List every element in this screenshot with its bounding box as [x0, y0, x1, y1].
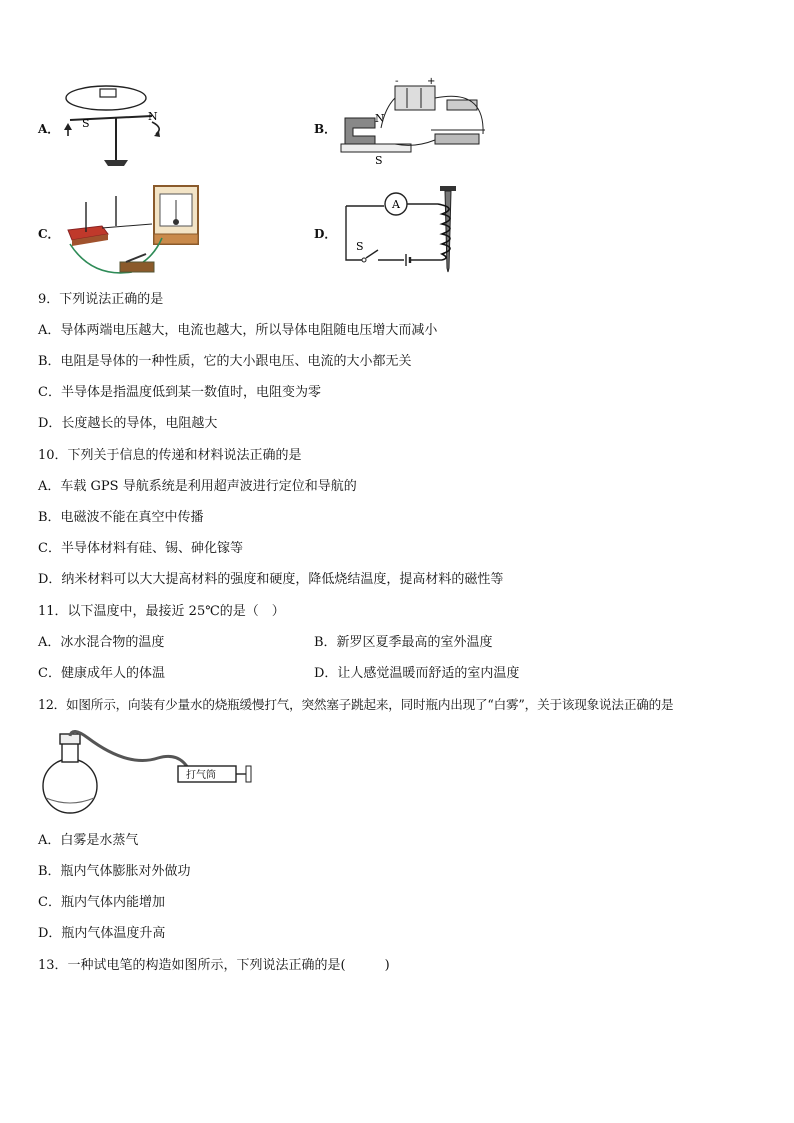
figure-a-compass-wire — [60, 80, 170, 175]
q9-stem: 9．下列说法正确的是 — [38, 292, 164, 307]
q11-option-a: A．冰水混合物的温度 — [38, 635, 165, 650]
q9-option-c: C．半导体是指温度低到某一数值时，电阻变为零 — [38, 385, 321, 400]
q10-option-c: C．半导体材料有硅、锡、砷化镓等 — [38, 541, 243, 556]
q12-stem: 12．如图所示，向装有少量水的烧瓶缓慢打气，突然塞子跳起来，同时瓶内出现了“白雾”，关于该现象说法正确的是 — [38, 697, 674, 712]
figure-b-magnet-circuit — [335, 78, 495, 178]
figure-b-s-pole: S — [375, 154, 383, 167]
q12-option-c: C．瓶内气体内能增加 — [38, 895, 165, 910]
figure-option-a-label: A． — [38, 122, 60, 136]
figure-c-galvanometer — [62, 182, 202, 282]
figure-q12-flask-pump — [38, 728, 258, 816]
q10-option-b: B．电磁波不能在真空中传播 — [38, 510, 204, 525]
figure-option-c-label: C． — [38, 227, 60, 241]
q11-option-c: C．健康成年人的体温 — [38, 666, 165, 681]
figure-b-n-pole: N — [375, 112, 385, 125]
figure-d-electromagnet-circuit — [338, 186, 468, 276]
pump-label: 打气筒 — [186, 770, 216, 781]
figure-a-s-pole: S — [82, 117, 90, 130]
figure-d-ammeter-label: A — [392, 198, 400, 211]
q12-option-d: D．瓶内气体温度升高 — [38, 926, 166, 941]
q12-option-a: A．白雾是水蒸气 — [38, 833, 139, 848]
q13-stem: 13．一种试电笔的构造如图所示，下列说法正确的是( ) — [38, 958, 390, 973]
q11-stem: 11．以下温度中，最接近 25℃的是（ ） — [38, 604, 285, 619]
q10-stem: 10．下列关于信息的传递和材料说法正确的是 — [38, 448, 302, 463]
q9-option-b: B．电阻是导体的一种性质，它的大小跟电压、电流的大小都无关 — [38, 354, 412, 369]
figure-b-plus: + — [427, 76, 436, 87]
q10-option-d: D．纳米材料可以大大提高材料的强度和硬度，降低烧结温度，提高材料的磁性等 — [38, 572, 504, 587]
q10-option-a: A．车载 GPS 导航系统是利用超声波进行定位和导航的 — [38, 479, 357, 494]
figure-option-b-label: B． — [314, 122, 337, 136]
q9-option-d: D．长度越长的导体，电阻越大 — [38, 416, 218, 431]
figure-a-n-pole: N — [148, 110, 158, 123]
q9-option-a: A．导体两端电压越大，电流也越大，所以导体电阻随电压增大而减小 — [38, 323, 438, 338]
figure-d-switch-label: S — [356, 240, 364, 253]
q11-option-d: D．让人感觉温暖而舒适的室内温度 — [314, 666, 520, 681]
q11-option-b: B．新罗区夏季最高的室外温度 — [314, 635, 493, 650]
figure-b-minus: - — [395, 76, 399, 87]
q12-option-b: B．瓶内气体膨胀对外做功 — [38, 864, 191, 879]
figure-option-d-label: D． — [314, 227, 337, 241]
